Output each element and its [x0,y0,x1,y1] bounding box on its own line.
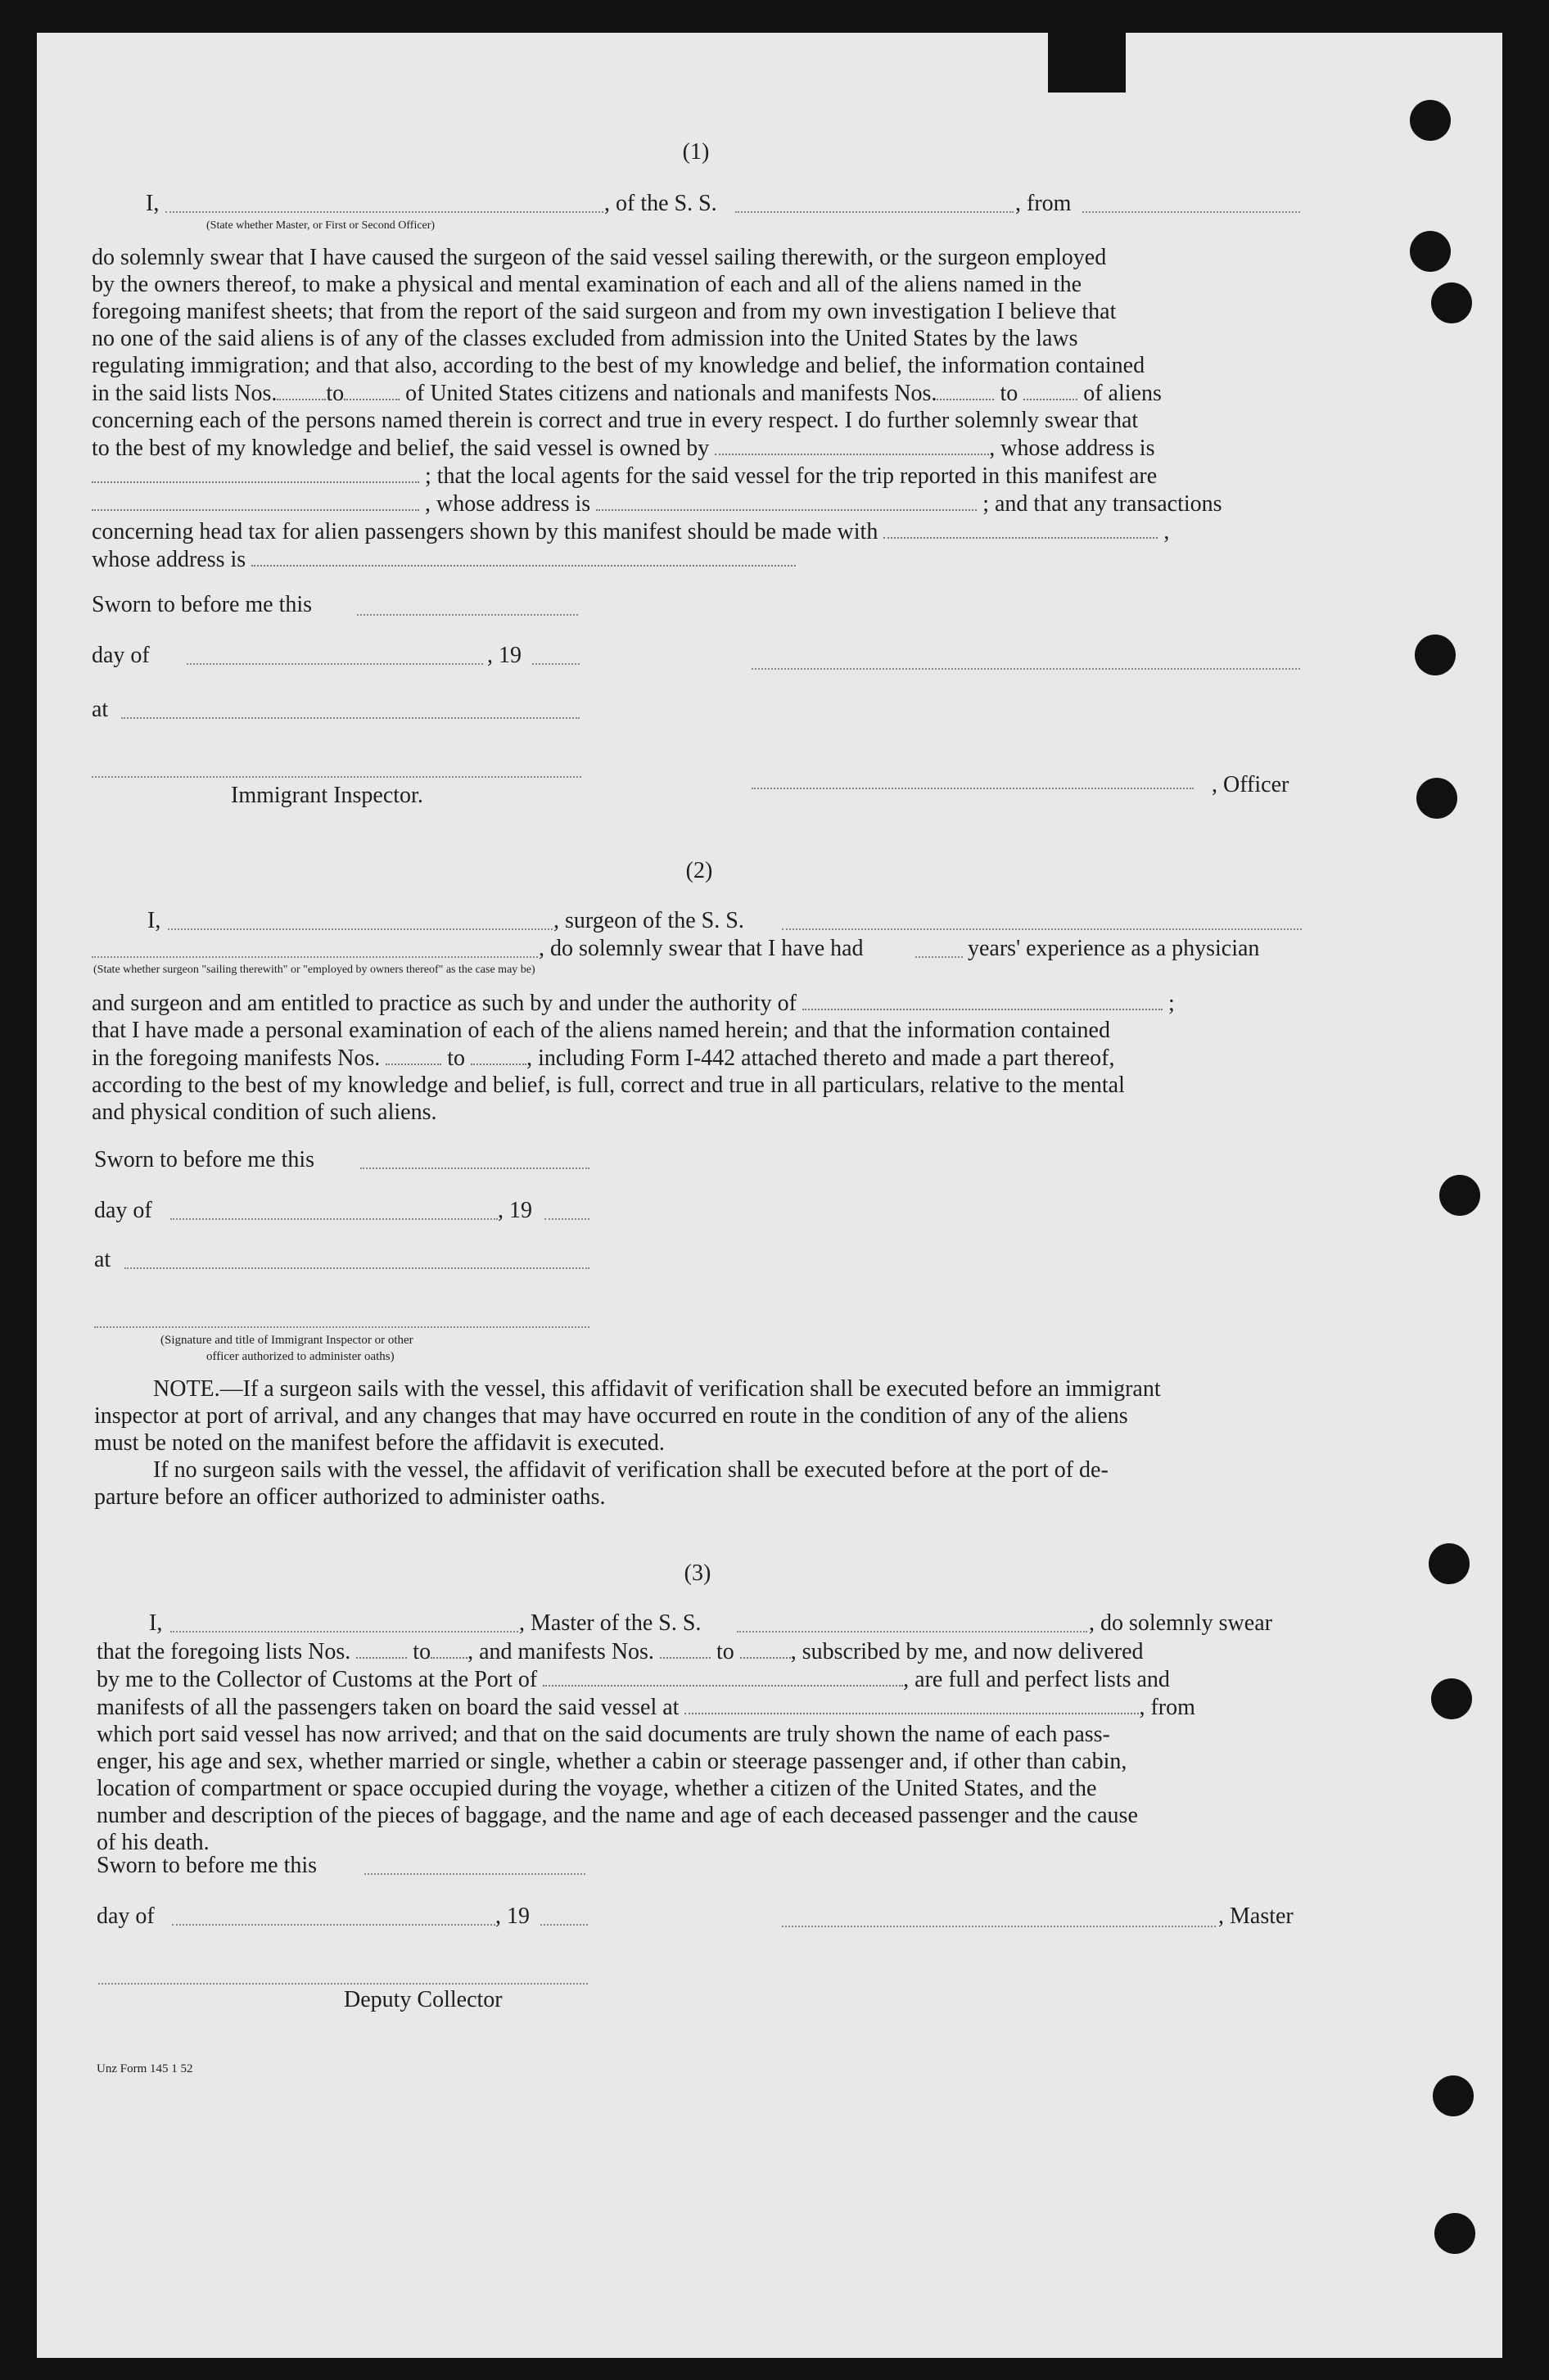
s2-to-label: to [447,1045,466,1071]
s2-form-label: , including Form I-442 attached thereto and made a part thereof, [526,1045,1115,1071]
s1-agent-address-label: , whose address is [425,491,591,517]
s1-line9 [92,462,1302,490]
s1-head-tax-label: concerning head tax for alien passengers shown by this manifest should be made with [92,519,878,544]
s2-day-field[interactable] [170,1218,498,1220]
binder-hole [1415,635,1456,675]
s1-intro-i: I, [146,191,160,216]
s2-year-field[interactable] [544,1218,589,1220]
s1-year-field[interactable] [532,663,580,665]
s2-years-label: years' experience as a physician [968,936,1260,961]
s2-semicolon: ; [1168,991,1175,1016]
note-line: parture before an officer authorized to administer oaths. [94,1484,606,1510]
s1-year-label: , 19 [487,643,522,668]
section-1-marker: (1) [682,139,710,165]
s1-line10 [92,490,1302,517]
top-tab-cutout [1048,31,1126,93]
s1-officer-name-field[interactable] [165,211,603,213]
s2-manifests-from-field[interactable] [386,1044,441,1065]
note-line: If no surgeon sails with the vessel, the affidavit of verification shall be executed before at the port of de- [153,1457,1109,1483]
s2-authority-field[interactable] [802,989,1163,1010]
binder-hole [1431,1678,1472,1719]
s3-subscribed-label: , subscribed by me, and now delivered [790,1639,1144,1664]
s1-day-of-label: day of [92,643,150,668]
s2-at-label: at [94,1247,111,1272]
s1-officer-signature-field[interactable] [752,788,1194,789]
s3-year-field[interactable] [540,1924,588,1926]
s2-surgeon-of-label: , surgeon of the S. S. [553,908,744,933]
s2-line: that I have made a personal examination of each of the aliens named herein; and that the information contained [92,1018,1110,1043]
s1-manifests-from-field[interactable] [937,379,994,400]
s2-surgeon-type-field[interactable] [92,956,538,958]
s1-agents-label: ; that the local agents for the said vessel for the trip reported in this manifest are [425,463,1158,489]
s1-whose-address-label: whose address is [92,547,246,572]
s1-line: no one of the said aliens is of any of the classes excluded from admission into the United States by the laws [92,326,1078,351]
s3-boarded-at-field[interactable] [684,1693,1139,1714]
s3-line: number and description of the pieces of baggage, and the name and age of each deceased passenger and the cause [97,1803,1138,1828]
s3-collector-signature-line[interactable] [98,1983,588,1985]
s2-sworn-field[interactable] [360,1167,589,1169]
note-line: must be noted on the manifest before the affidavit is executed. [94,1430,665,1456]
s3-to-label: to [716,1639,734,1664]
s1-agent-address-field[interactable] [596,490,977,511]
s1-line: foregoing manifest sheets; that from the report of the said surgeon and from my own investigation I believe that [92,299,1117,324]
s2-signature-line[interactable] [94,1326,589,1328]
s1-line: by the owners thereof, to make a physical and mental examination of each and all of the aliens named in the [92,272,1082,297]
s1-of-the-ss: , of the S. S. [604,191,717,216]
form-number: Unz Form 145 1 52 [97,2062,193,2075]
s1-line6 [92,379,1302,407]
s2-sworn-label: Sworn to before me this [94,1147,315,1172]
s1-line: concerning each of the persons named therein is correct and true in every respect. I do further solemnly swear that [92,408,1139,433]
binder-hole [1434,2213,1475,2254]
s2-oath-paragraph [92,989,1302,1126]
s3-boarded-at-label: manifests of all the passengers taken on board the said vessel at [97,1695,680,1720]
s1-lists-to-field[interactable] [344,379,400,400]
s2-surgeon-hint: (State whether surgeon "sailing therewith" or "employed by owners thereof" as the case may be) [93,964,535,976]
s1-line: regulating immigration; and that also, according to the best of my knowledge and belief, the information contained [92,353,1145,378]
s1-day-field[interactable] [187,663,483,665]
s2-at-field[interactable] [124,1267,589,1269]
s1-immigrant-inspector-label: Immigrant Inspector. [231,783,423,808]
binder-hole [1439,1175,1480,1216]
s3-master-name-field[interactable] [170,1631,518,1633]
s1-owned-by-label: to the best of my knowledge and belief, the said vessel is owned by [92,436,710,461]
s2-year-label: , 19 [498,1198,532,1223]
binder-hole [1410,100,1451,141]
s1-at-field[interactable] [121,717,580,719]
s1-owner-field[interactable] [715,434,989,455]
s3-line: location of compartment or space occupied during the voyage, whether a citizen of the United States, and the [97,1776,1097,1801]
s2-authority-label: and surgeon and am entitled to practice as such by and under the authority of [92,991,797,1016]
s1-sworn-field[interactable] [357,614,578,616]
s3-lists-from-field[interactable] [356,1637,407,1659]
s1-officer-signature-line-top[interactable] [752,668,1300,670]
s3-lists-label: that the foregoing lists Nos. [97,1639,351,1664]
s3-line: which port said vessel has now arrived; and that on the said documents are truly shown the name of each pass- [97,1722,1110,1747]
s1-line11 [92,517,1302,545]
s3-port-field[interactable] [543,1665,903,1687]
s1-line12 [92,545,1302,573]
s3-full-label: , are full and perfect lists and [903,1667,1170,1692]
s2-line: according to the best of my knowledge and belief, is full, correct and true in all particulars, relative to the mental [92,1073,1125,1098]
s3-line2 [97,1665,1307,1693]
s3-manifests-from-field[interactable] [660,1637,711,1659]
s1-transactions-label: ; and that any transactions [982,491,1222,517]
s3-sworn-field[interactable] [364,1873,585,1875]
s1-lists-from-field[interactable] [277,379,326,400]
s2-signature-hint: officer authorized to administer oaths) [206,1350,395,1363]
binder-hole [1416,778,1457,819]
s1-aliens-label: of aliens [1083,381,1162,406]
s1-comma: , [1163,519,1170,544]
note-block [94,1375,1304,1511]
section-3-marker: (3) [684,1560,711,1586]
binder-hole [1429,1543,1470,1584]
s2-intro-i: I, [147,908,161,933]
s2-solemnly-label: , do solemnly swear that I have had [539,936,864,961]
s1-vessel-name-field[interactable] [735,211,1014,213]
s3-master-of-label: , Master of the S. S. [519,1610,702,1636]
binder-hole [1433,2075,1474,2116]
s3-line1 [97,1637,1307,1665]
section-2-marker: (2) [685,858,713,883]
s2-manifests-label: in the foregoing manifests Nos. [92,1045,381,1071]
s1-to-label: to [1000,381,1018,406]
s3-manifests-to-field[interactable] [740,1637,791,1659]
s1-to-label: to [326,381,345,406]
note-line: NOTE.—If a surgeon sails with the vessel, this affidavit of verification shall be executed before an immigrant [153,1376,1161,1402]
s2-years-field[interactable] [915,956,963,958]
s1-agents-field[interactable] [92,490,419,511]
s1-from: , from [1015,191,1072,216]
s3-line3 [97,1693,1307,1721]
s3-line: of his death. [97,1830,210,1855]
s1-inspector-signature-line[interactable] [92,776,581,778]
s1-officer-label: , Officer [1212,772,1289,797]
s1-manifests-to-field[interactable] [1023,379,1077,400]
s1-line8 [92,434,1302,462]
binder-hole [1410,231,1451,272]
s3-vessel-name-field[interactable] [737,1631,1087,1633]
s3-oath-paragraph [97,1637,1307,1856]
s2-line3 [92,1044,1302,1072]
s3-intro-i: I, [149,1610,163,1636]
s2-surgeon-name-field[interactable] [168,928,553,930]
s1-head-tax-party-field[interactable] [883,517,1158,539]
s3-day-of-label: day of [97,1904,155,1929]
s1-lists-label: in the said lists Nos. [92,381,278,406]
s3-sworn-label: Sworn to before me this [97,1853,318,1878]
s3-solemnly-label: , do solemnly swear [1089,1610,1272,1636]
s3-master-signature-field[interactable] [782,1926,1216,1927]
note-line: inspector at port of arrival, and any changes that may have occurred en route in the condition of any of the aliens [94,1403,1128,1429]
s1-line: do solemnly swear that I have caused the surgeon of the said vessel sailing therewith, or the surgeon employed [92,245,1107,270]
s1-oath-paragraph [92,244,1302,573]
s2-vessel-name-field[interactable] [782,928,1302,930]
s1-address-label: , whose address is [989,436,1155,461]
s2-manifests-to-field[interactable] [471,1044,526,1065]
s1-sworn-label: Sworn to before me this [92,592,313,617]
s2-line: and physical condition of such aliens. [92,1100,437,1125]
s2-line1 [92,989,1302,1017]
s3-from-label: , from [1139,1695,1195,1720]
s2-signature-hint: (Signature and title of Immigrant Inspector or other [160,1334,413,1347]
s1-citizens-label: of United States citizens and nationals and manifests Nos. [405,381,937,406]
s3-manifests-label: , and manifests Nos. [467,1639,654,1664]
s3-master-label: , Master [1218,1904,1294,1929]
s3-year-label: , 19 [495,1904,530,1929]
s1-at-label: at [92,697,109,722]
s3-line: enger, his age and sex, whether married or single, whether a cabin or steerage passenger and, if other than cabin, [97,1749,1127,1774]
s3-port-label: by me to the Collector of Customs at the Port of [97,1667,538,1692]
s2-day-of-label: day of [94,1198,152,1223]
s3-to-label: to [413,1639,431,1664]
s1-head-tax-address-field[interactable] [251,545,796,567]
s1-owner-address-field[interactable] [92,462,419,483]
binder-hole [1431,282,1472,323]
s3-lists-to-field[interactable] [431,1637,467,1659]
s3-day-field[interactable] [172,1924,495,1926]
s1-officer-hint: (State whether Master, or First or Second Officer) [206,219,436,232]
s1-from-port-field[interactable] [1082,211,1300,213]
s3-deputy-collector-label: Deputy Collector [344,1987,503,2012]
